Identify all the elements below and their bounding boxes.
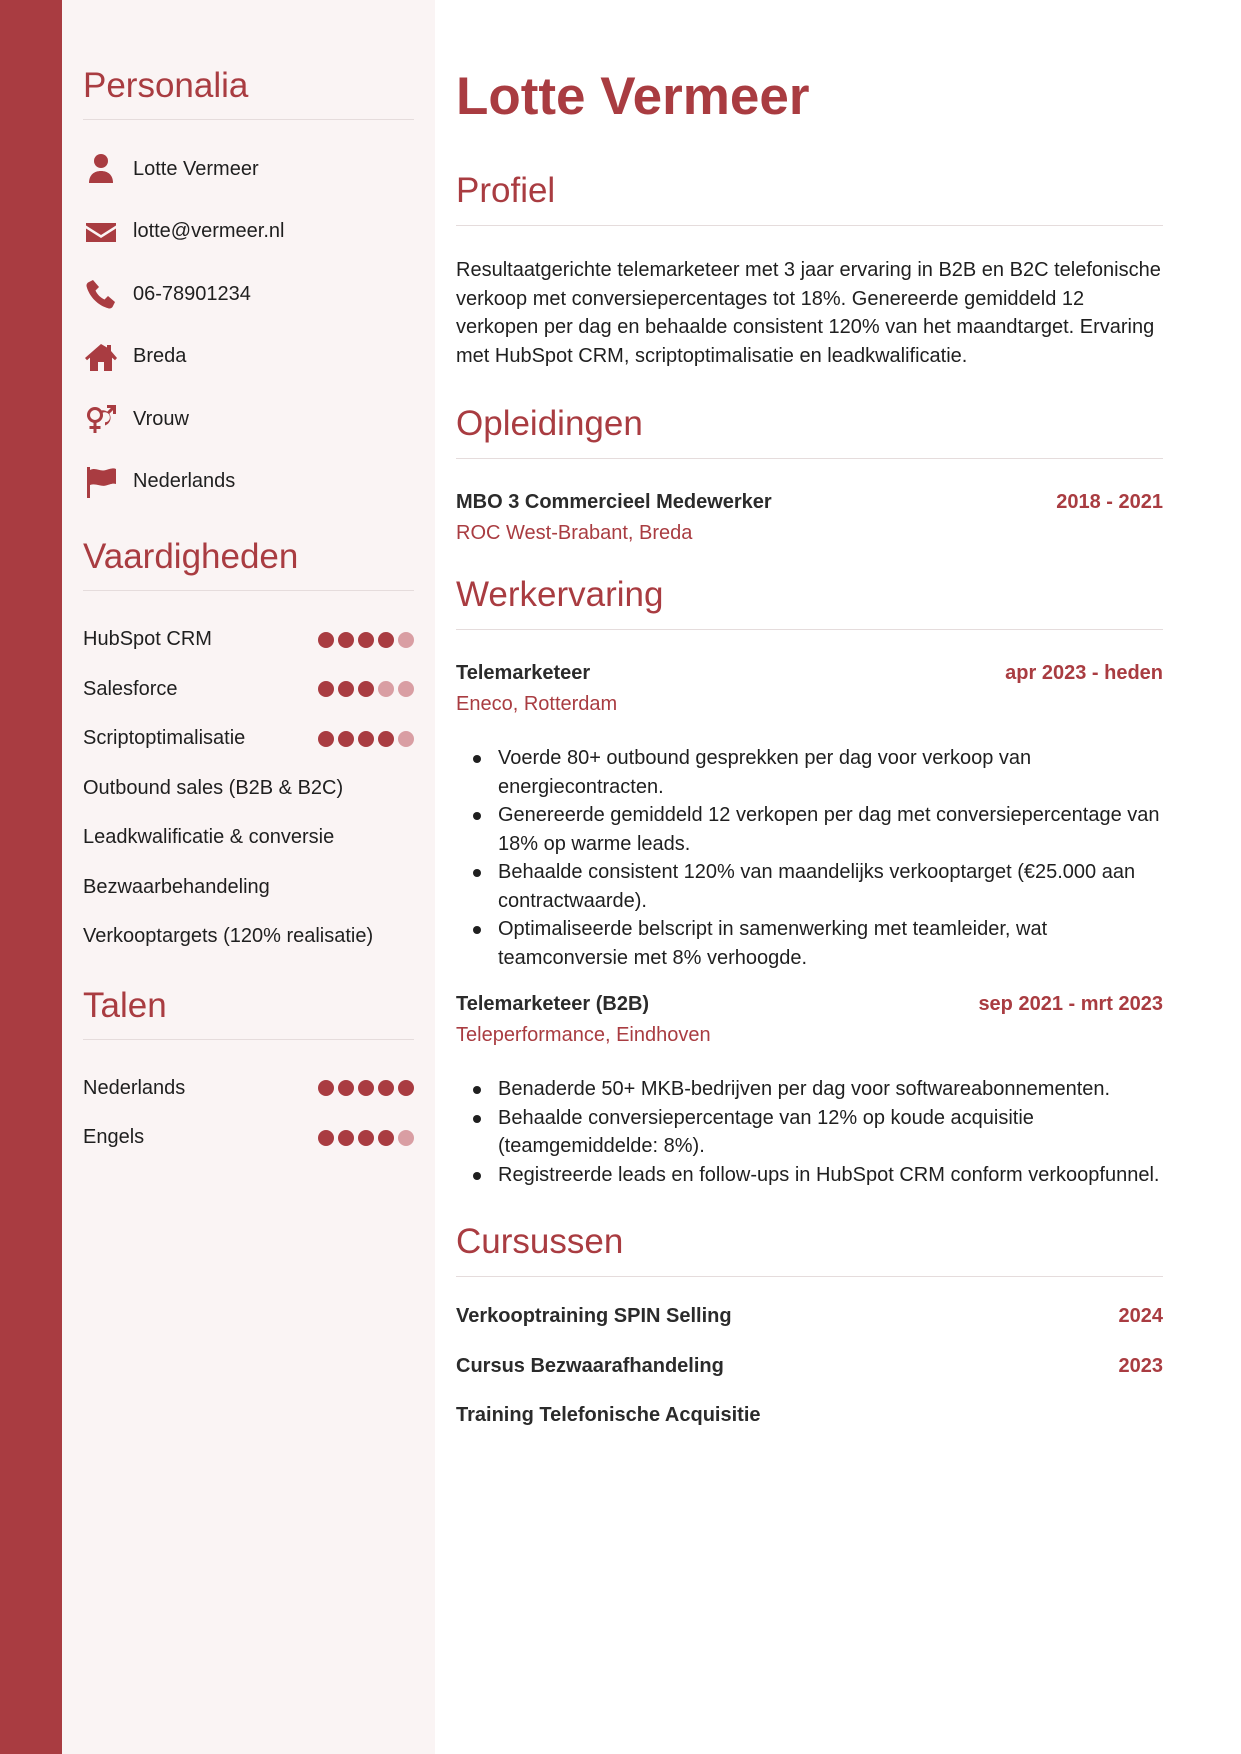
rating-dot-filled [318, 1080, 334, 1096]
experience-heading: Werkervaring [456, 575, 1163, 630]
language-item [83, 1113, 414, 1163]
skill-rating [318, 731, 414, 747]
skill-item [83, 912, 414, 962]
rating-dot-filled [378, 731, 394, 747]
rating-dot-filled [318, 731, 334, 747]
rating-dot-filled [398, 1080, 414, 1096]
rating-dot-filled [358, 1080, 374, 1096]
contact-gender [83, 388, 414, 451]
courses-heading: Cursussen [456, 1222, 1163, 1277]
entry-title: Telemarketeer [456, 662, 591, 684]
course-item [456, 1355, 1163, 1405]
language-rating [318, 1130, 414, 1146]
entry-head [456, 491, 1163, 514]
skills-list [83, 615, 414, 962]
skill-item [83, 714, 414, 764]
course-title: Verkooptraining SPIN Selling [456, 1305, 732, 1327]
user-icon [83, 151, 119, 187]
experience-bullets [456, 1075, 1163, 1189]
languages-list [83, 1064, 414, 1163]
entry-date: apr 2023 - heden [1005, 662, 1163, 684]
contact-text: 06-78901234 [133, 282, 251, 305]
contact-nationality [83, 451, 414, 514]
phone-icon [83, 276, 119, 312]
entry-org: Teleperformance, Eindhoven [456, 1024, 711, 1046]
skill-label: HubSpot CRM [83, 628, 212, 651]
contact-email [83, 201, 414, 264]
rating-dot-filled [378, 1130, 394, 1146]
rating-dot-empty [398, 731, 414, 747]
skills-heading: Vaardigheden [83, 537, 414, 591]
skill-item [83, 813, 414, 863]
profile-text: Resultaatgerichte telemarketeer met 3 jaar ervaring in B2B en B2C telefonische verkoop met conversiepercentages tot 18%. Genereerde gemiddeld 12 verkopen per dag en behaalde consistent 120% van het maandtarget. Ervaring met HubSpot CRM, scriptoptimalisatie en leadkwalificatie. [456, 259, 1161, 367]
bullet-item: Registreerde leads en follow-ups in HubSpot CRM conform verkoopfunnel. [468, 1161, 1163, 1190]
skill-label: Salesforce [83, 677, 178, 700]
entry-title: Telemarketeer (B2B) [456, 993, 650, 1015]
rating-dot-filled [318, 632, 334, 648]
course-item [456, 1404, 1163, 1454]
main-content [435, 0, 1241, 1754]
bullet-item: Benaderde 50+ MKB-bedrijven per dag voor softwareabonnementen. [468, 1075, 1163, 1104]
rating-dot-filled [358, 1130, 374, 1146]
skill-item [83, 764, 414, 814]
contact-text: Vrouw [133, 407, 189, 430]
skill-label: Scriptoptimalisatie [83, 727, 246, 750]
contact-text: Nederlands [133, 470, 236, 493]
course-title: Training Telefonische Acquisitie [456, 1404, 761, 1426]
bullet-item: Behaalde conversiepercentage van 12% op koude acquisitie (teamgemiddelde: 8%). [468, 1104, 1163, 1161]
entry-org: Eneco, Rotterdam [456, 693, 618, 715]
experience-entry [456, 662, 1163, 972]
candidate-name: Lotte Vermeer [456, 67, 810, 126]
rating-dot-filled [378, 1080, 394, 1096]
accent-stripe [0, 0, 62, 1754]
entry-head [456, 662, 1163, 685]
education-entry [456, 491, 1163, 545]
course-date: 2023 [1118, 1354, 1163, 1377]
courses-list [456, 1305, 1163, 1454]
flag-icon [83, 464, 119, 500]
rating-dot-filled [358, 632, 374, 648]
contact-phone [83, 263, 414, 326]
entry-date: sep 2021 - mrt 2023 [978, 993, 1163, 1015]
rating-dot-filled [338, 632, 354, 648]
course-date: 2024 [1118, 1305, 1163, 1327]
contact-list [83, 138, 414, 513]
contact-text: Breda [133, 345, 187, 368]
entry-title: MBO 3 Commercieel Medewerker [456, 491, 772, 513]
rating-dot-filled [338, 681, 354, 697]
bullet-item: Optimaliseerde belscript in samenwerking met teamleider, wat teamconversie met 8% verhoogde. [468, 915, 1163, 972]
contact-text[interactable]: lotte@vermeer.nl [133, 220, 285, 243]
skill-label: Bezwaarbehandeling [83, 875, 270, 898]
contact-text: Lotte Vermeer [133, 157, 259, 180]
entry-date: 2018 - 2021 [1056, 491, 1163, 513]
rating-dot-empty [398, 1130, 414, 1146]
skill-item [83, 665, 414, 715]
languages-heading: Talen [83, 986, 414, 1040]
skill-label: Verkooptargets (120% realisatie) [83, 925, 374, 948]
rating-dot-filled [318, 681, 334, 697]
skill-item [83, 863, 414, 913]
skill-rating [318, 681, 414, 697]
skill-rating [318, 632, 414, 648]
gender-icon [83, 401, 119, 437]
language-rating [318, 1080, 414, 1096]
skill-label: Leadkwalificatie & conversie [83, 826, 335, 849]
bullet-item: Behaalde consistent 120% van maandelijks verkooptarget (€25.000 aan contractwaarde). [468, 858, 1163, 915]
bullet-item: Voerde 80+ outbound gesprekken per dag voor verkoop van energiecontracten. [468, 744, 1163, 801]
contact-name [83, 138, 414, 201]
language-label: Engels [83, 1126, 145, 1149]
rating-dot-filled [338, 1130, 354, 1146]
language-label: Nederlands [83, 1076, 186, 1099]
bullet-item: Genereerde gemiddeld 12 verkopen per dag met conversiepercentage van 18% op warme leads. [468, 801, 1163, 858]
rating-dot-empty [378, 681, 394, 697]
envelope-icon [83, 214, 119, 250]
rating-dot-filled [318, 1130, 334, 1146]
rating-dot-empty [398, 632, 414, 648]
profile-heading: Profiel [456, 171, 1163, 226]
rating-dot-filled [358, 681, 374, 697]
skill-label: Outbound sales (B2B & B2C) [83, 776, 344, 799]
personal-heading: Personalia [83, 66, 414, 120]
entry-head [456, 993, 1163, 1016]
rating-dot-filled [338, 1080, 354, 1096]
language-item [83, 1064, 414, 1114]
course-item [456, 1305, 1163, 1355]
course-title: Cursus Bezwaarafhandeling [456, 1354, 724, 1377]
skill-item [83, 615, 414, 665]
rating-dot-filled [358, 731, 374, 747]
rating-dot-empty [398, 681, 414, 697]
rating-dot-filled [378, 632, 394, 648]
sidebar [62, 0, 435, 1754]
experience-bullets [456, 744, 1163, 972]
home-icon [83, 339, 119, 375]
entry-org: ROC West-Brabant, Breda [456, 522, 693, 544]
experience-entry [456, 993, 1163, 1189]
rating-dot-filled [338, 731, 354, 747]
contact-city [83, 326, 414, 389]
education-heading: Opleidingen [456, 404, 1163, 459]
